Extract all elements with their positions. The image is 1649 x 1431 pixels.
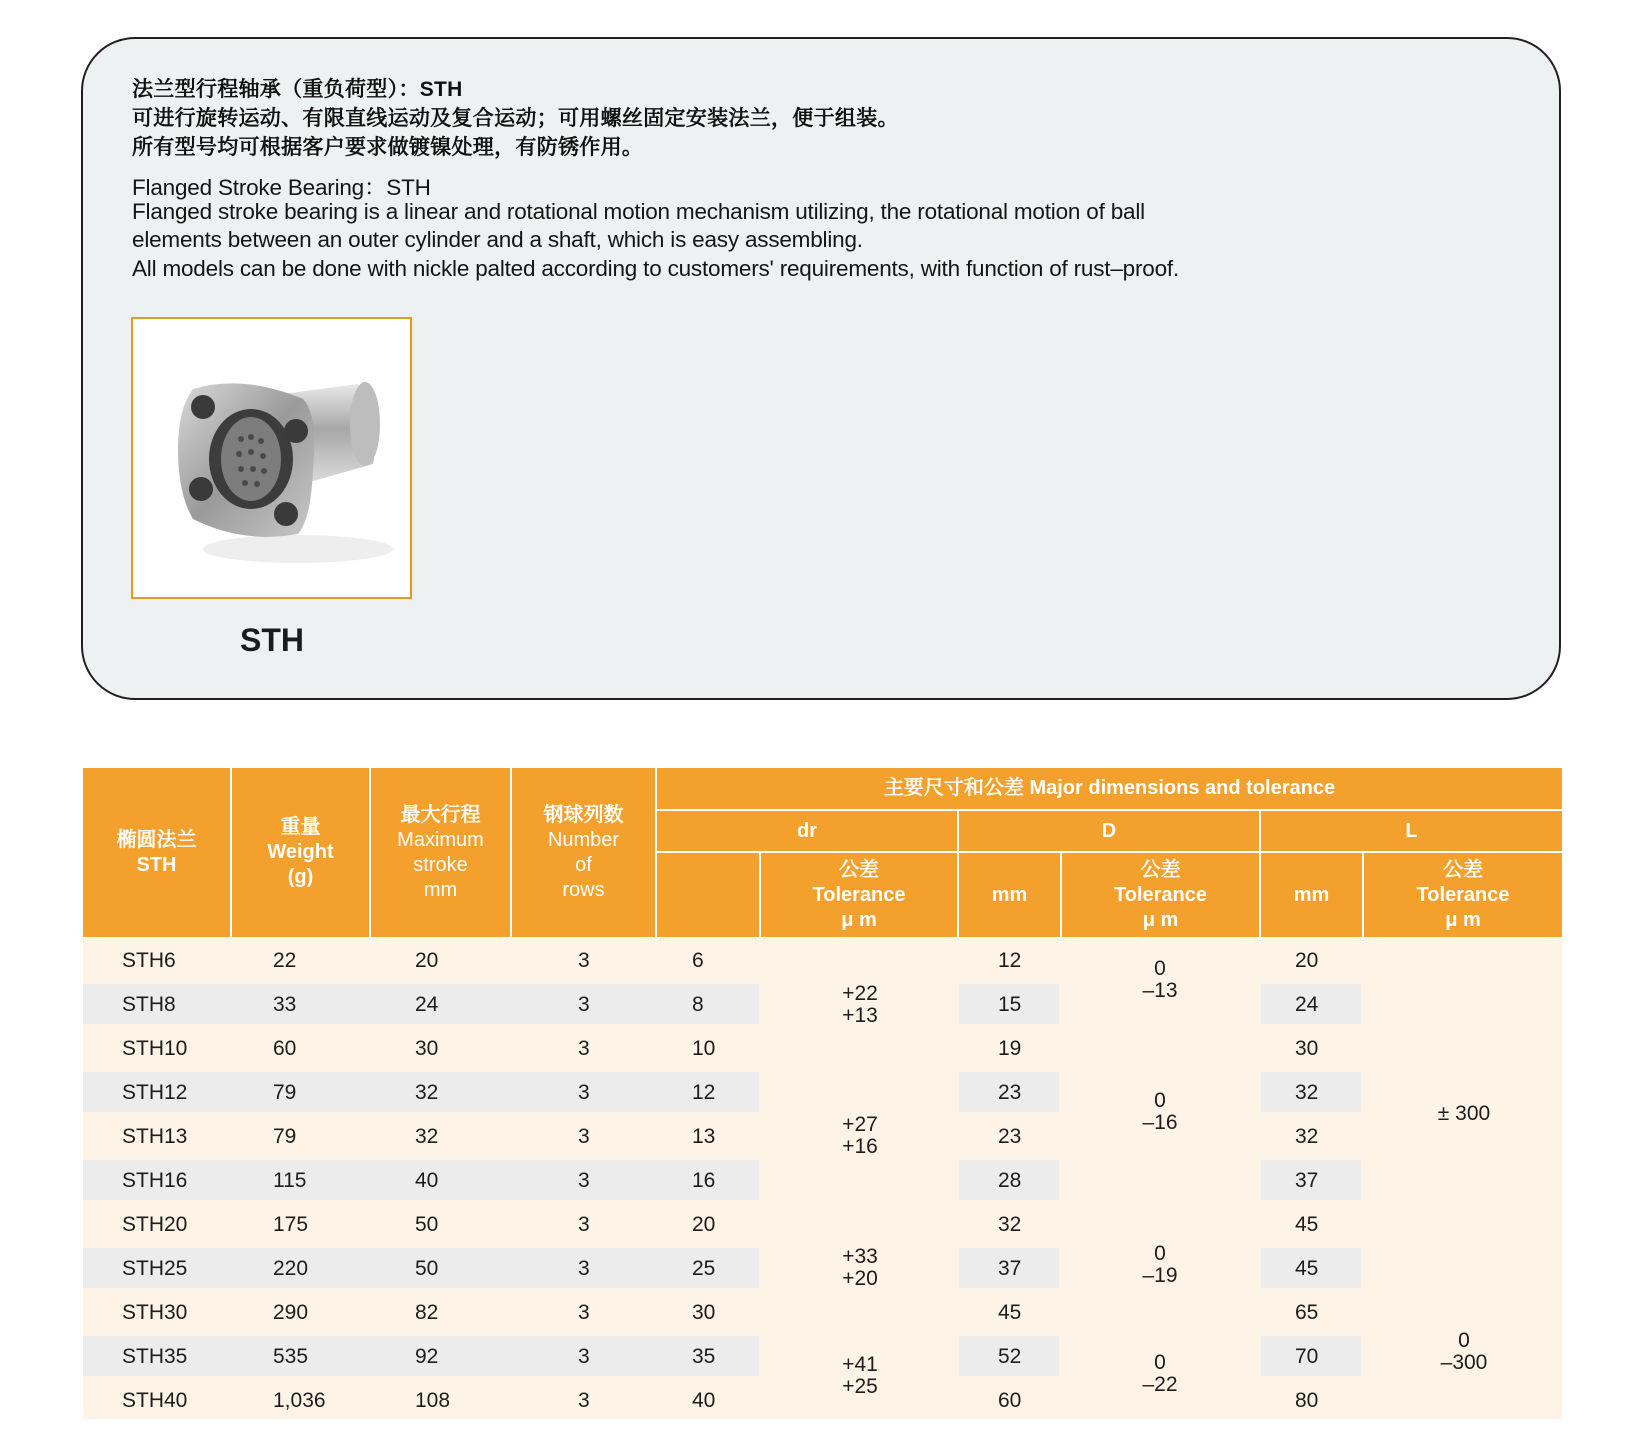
- header-mm: mm: [991, 883, 1028, 906]
- header-major-text: 主要尺寸和公差 Major dimensions and tolerance: [883, 777, 1336, 799]
- table-cell-dr: 40: [692, 1389, 716, 1412]
- table-cell-weight: 79: [273, 1125, 297, 1148]
- table-cell-D: 15: [998, 993, 1022, 1016]
- table-cell-dr: 16: [692, 1169, 716, 1192]
- header-D-mm: [959, 853, 1060, 937]
- table-cell-stroke: 50: [415, 1213, 439, 1236]
- tol-upper: 0: [1154, 1089, 1166, 1112]
- cn-description-line-1: 可进行旋转运动、有限直线运动及复合运动；可用螺丝固定安装法兰，便于组装。: [132, 107, 899, 130]
- en-title: Flanged Stroke Bearing：STH: [132, 175, 431, 200]
- header-tol-en: Tolerance: [1416, 883, 1510, 906]
- table-cell-balls: 3: [578, 1213, 590, 1236]
- tol-lower: +13: [842, 1004, 878, 1027]
- table-cell-stroke: 92: [415, 1345, 439, 1368]
- header-major-dimensions: [657, 768, 1562, 809]
- table-cell-dr: 8: [692, 993, 704, 1016]
- header-weight: [232, 768, 369, 937]
- header-tol-en: Tolerance: [812, 883, 906, 906]
- table-cell-dr: 25: [692, 1257, 716, 1280]
- tol-upper: +41: [842, 1353, 878, 1376]
- table-cell-L: 65: [1295, 1301, 1319, 1324]
- table-cell-weight: 60: [273, 1037, 297, 1060]
- table-cell-stroke: 32: [415, 1081, 439, 1104]
- header-rows-cn: 钢球列数: [543, 803, 624, 826]
- table-cell-balls: 3: [578, 1301, 590, 1324]
- header-tol-cn: 公差: [1443, 858, 1483, 881]
- table-cell-stroke: 24: [415, 993, 439, 1016]
- table-cell-model: STH30: [122, 1301, 188, 1324]
- tol-upper: 0: [1458, 1329, 1470, 1352]
- header-tol-cn: 公差: [1140, 858, 1181, 881]
- tol-lower: –22: [1142, 1373, 1178, 1396]
- table-cell-balls: 3: [578, 1125, 590, 1148]
- tol-lower: +20: [842, 1267, 878, 1290]
- header-stroke-cn: 最大行程: [400, 803, 481, 826]
- cn-description-line-2: 所有型号均可根据客户要求做镀镍处理，有防锈作用。: [132, 136, 644, 159]
- table-cell-balls: 3: [578, 1037, 590, 1060]
- table-cell-model: STH12: [122, 1081, 188, 1104]
- table-cell-model: STH10: [122, 1037, 188, 1060]
- header-model-en: STH: [136, 853, 177, 876]
- table-cell-D: 32: [998, 1213, 1022, 1236]
- table-cell-model: STH25: [122, 1257, 188, 1280]
- tol-upper: 0: [1154, 1242, 1166, 1265]
- table-cell-stroke: 82: [415, 1301, 439, 1324]
- D-tolerance-group-4: [1120, 1352, 1200, 1396]
- tol-upper: +27: [842, 1113, 878, 1136]
- header-tol-en: Tolerance: [1114, 883, 1207, 906]
- product-image: [131, 317, 412, 599]
- table-cell-stroke: 30: [415, 1037, 439, 1060]
- table-cell-D: 37: [998, 1257, 1022, 1280]
- table-cell-weight: 175: [273, 1213, 309, 1236]
- dr-tolerance-group-4: [820, 1354, 900, 1398]
- header-weight-cn: 重量: [280, 816, 321, 838]
- table-cell-weight: 220: [273, 1257, 309, 1280]
- table-cell-balls: 3: [578, 949, 590, 972]
- table-cell-dr: 12: [692, 1081, 716, 1104]
- tol-lower: –16: [1142, 1111, 1178, 1134]
- header-dr-mm: [657, 853, 759, 937]
- D-tolerance-group-3: [1120, 1243, 1200, 1287]
- tol-value: ± 300: [1437, 1102, 1491, 1125]
- en-description-line-2: elements between an outer cylinder and a shaft, which is easy assembling.: [132, 227, 863, 252]
- tol-lower: +16: [842, 1135, 878, 1158]
- header-tol-unit: μ m: [841, 908, 877, 931]
- table-cell-stroke: 108: [415, 1389, 451, 1412]
- table-cell-L: 45: [1295, 1257, 1319, 1280]
- table-cell-dr: 13: [692, 1125, 716, 1148]
- header-tol-unit: μ m: [1142, 908, 1179, 931]
- table-cell-stroke: 32: [415, 1125, 439, 1148]
- header-stroke-unit: mm: [423, 878, 458, 901]
- header-weight-en: Weight: [267, 841, 334, 863]
- table-cell-dr: 30: [692, 1301, 716, 1324]
- table-cell-D: 28: [998, 1169, 1022, 1192]
- table-cell-D: 12: [998, 949, 1022, 972]
- D-tolerance-group-2: [1120, 1090, 1200, 1134]
- D-tolerance-group-1: [1120, 958, 1200, 1002]
- table-cell-balls: 3: [578, 1081, 590, 1104]
- header-rows-en3: rows: [562, 878, 605, 901]
- table-cell-balls: 3: [578, 1169, 590, 1192]
- table-cell-weight: 33: [273, 993, 297, 1016]
- header-L: [1261, 811, 1562, 851]
- table-cell-stroke: 40: [415, 1169, 439, 1192]
- table-cell-model: STH13: [122, 1125, 188, 1148]
- table-cell-D: 23: [998, 1125, 1022, 1148]
- table-cell-model: STH40: [122, 1389, 188, 1412]
- table-cell-L: 45: [1295, 1213, 1319, 1236]
- header-D-tolerance: [1062, 853, 1259, 937]
- tol-lower: –300: [1440, 1351, 1488, 1374]
- table-cell-weight: 290: [273, 1301, 309, 1324]
- header-stroke-en2: stroke: [413, 853, 468, 876]
- header-rows-en1: Number: [547, 828, 620, 851]
- table-cell-weight: 535: [273, 1345, 309, 1368]
- table-cell-stroke: 50: [415, 1257, 439, 1280]
- table-cell-model: STH6: [122, 949, 176, 972]
- header-D-text: D: [1101, 819, 1117, 842]
- table-cell-model: STH20: [122, 1213, 188, 1236]
- table-cell-weight: 1,036: [273, 1389, 326, 1412]
- header-ball-rows: [512, 768, 655, 937]
- table-cell-L: 24: [1295, 993, 1319, 1016]
- header-L-mm: [1261, 853, 1362, 937]
- en-description-line-3: All models can be done with nickle palted according to customers' requirements, with function of rust–proof.: [132, 256, 1179, 281]
- dr-tolerance-group-3: [820, 1246, 900, 1290]
- header-tol-cn: 公差: [839, 858, 879, 881]
- table-cell-D: 60: [998, 1389, 1022, 1412]
- L-tolerance-group-1: [1404, 1103, 1524, 1125]
- header-max-stroke: [371, 768, 510, 937]
- table-cell-weight: 115: [273, 1169, 307, 1192]
- header-D: [959, 811, 1259, 851]
- table-cell-model: STH35: [122, 1345, 188, 1368]
- header-model-cn: 椭圆法兰: [116, 828, 197, 851]
- table-cell-L: 80: [1295, 1389, 1319, 1412]
- table-cell-balls: 3: [578, 1257, 590, 1280]
- table-cell-D: 45: [998, 1301, 1022, 1324]
- header-L-tolerance: [1364, 853, 1562, 937]
- tol-upper: +22: [842, 982, 878, 1005]
- table-cell-D: 23: [998, 1081, 1022, 1104]
- header-rows-en2: of: [575, 853, 592, 876]
- table-cell-L: 32: [1295, 1081, 1319, 1104]
- table-cell-balls: 3: [578, 993, 590, 1016]
- dr-tolerance-group-2: [820, 1114, 900, 1158]
- table-cell-D: 52: [998, 1345, 1022, 1368]
- table-cell-model: STH8: [122, 993, 176, 1016]
- header-weight-unit: (g): [287, 866, 314, 888]
- tol-lower: –19: [1142, 1264, 1178, 1287]
- table-cell-dr: 10: [692, 1037, 716, 1060]
- tol-lower: –13: [1142, 979, 1178, 1002]
- table-cell-weight: 22: [273, 949, 297, 972]
- table-cell-L: 20: [1295, 949, 1319, 972]
- tol-upper: +33: [842, 1245, 878, 1268]
- flanged-bearing-icon: [133, 319, 410, 597]
- table-cell-dr: 20: [692, 1213, 716, 1236]
- table-cell-weight: 79: [273, 1081, 297, 1104]
- header-tol-unit: μ m: [1445, 908, 1481, 931]
- header-mm: mm: [1293, 883, 1330, 906]
- header-dr-tolerance: [761, 853, 957, 937]
- tol-upper: 0: [1154, 957, 1166, 980]
- header-stroke-en1: Maximum: [397, 828, 484, 851]
- cn-title: 法兰型行程轴承（重负荷型）：STH: [132, 78, 463, 101]
- header-model: [83, 768, 230, 937]
- product-image-label: STH: [240, 622, 304, 658]
- table-cell-stroke: 20: [415, 949, 439, 972]
- table-cell-L: 30: [1295, 1037, 1319, 1060]
- tol-upper: 0: [1154, 1351, 1166, 1374]
- table-cell-model: STH16: [122, 1169, 188, 1192]
- header-dr: [657, 811, 957, 851]
- L-tolerance-group-2: [1424, 1330, 1504, 1374]
- en-description-line-1: Flanged stroke bearing is a linear and rotational motion mechanism utilizing, the rotational motion of ball: [132, 199, 1145, 224]
- table-cell-L: 32: [1295, 1125, 1319, 1148]
- header-L-text: L: [1405, 819, 1418, 842]
- header-dr-text: dr: [797, 819, 817, 842]
- table-cell-balls: 3: [578, 1389, 590, 1412]
- tol-lower: +25: [842, 1375, 878, 1398]
- table-cell-L: 37: [1295, 1169, 1319, 1192]
- dr-tolerance-group-1: [820, 983, 900, 1027]
- table-cell-dr: 35: [692, 1345, 716, 1368]
- table-cell-D: 19: [998, 1037, 1022, 1060]
- table-cell-balls: 3: [578, 1345, 590, 1368]
- table-cell-dr: 6: [692, 949, 704, 972]
- table-cell-L: 70: [1295, 1345, 1319, 1368]
